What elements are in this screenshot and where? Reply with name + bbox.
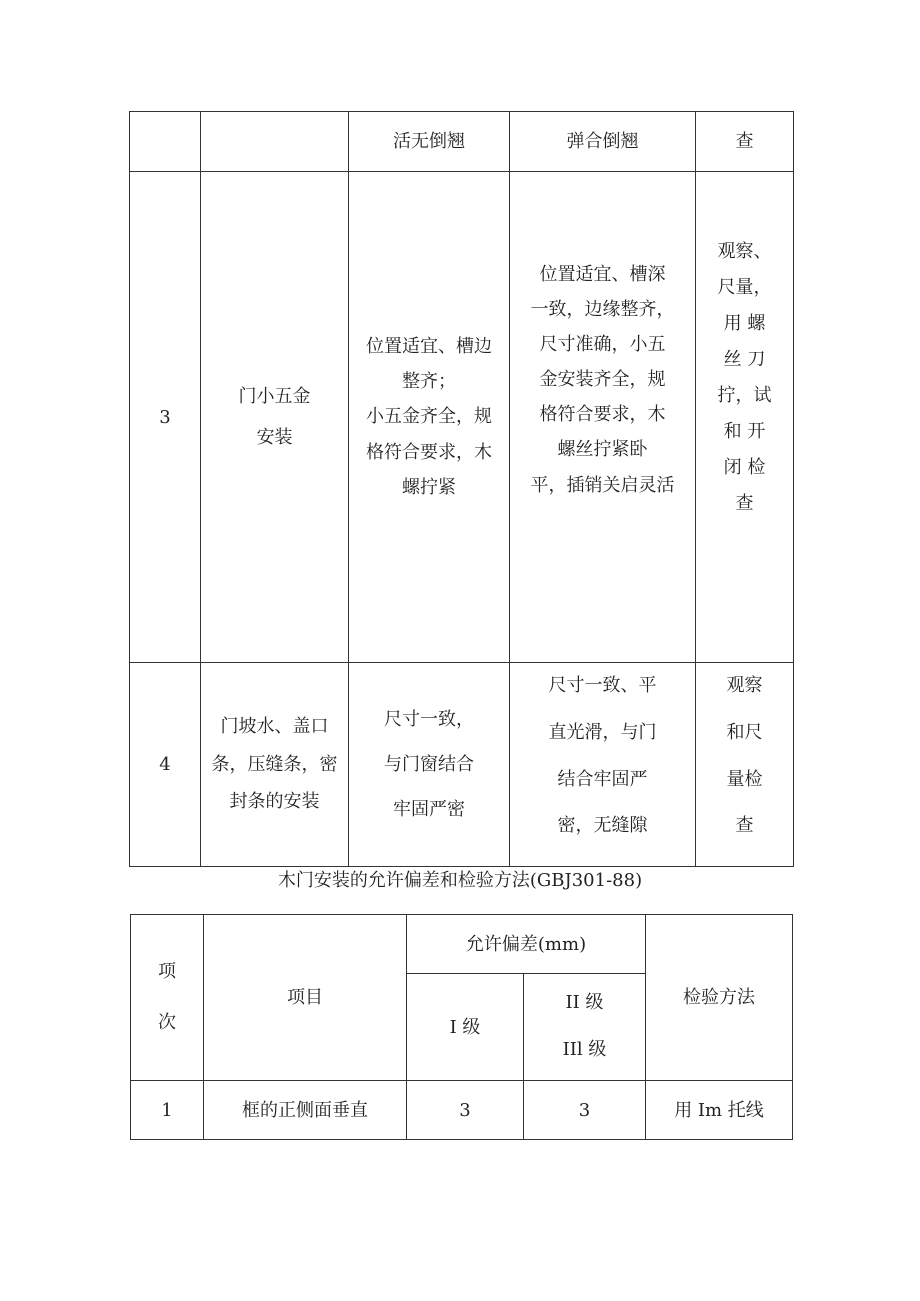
cell-empty [130, 112, 201, 172]
header-grade-2-3: II 级 IIl 级 [524, 974, 646, 1081]
quality-standard-table [129, 111, 794, 867]
row-number: 4 [130, 663, 201, 867]
table-row [130, 663, 794, 867]
inspection-method: 用 Im 托线 [646, 1081, 793, 1140]
header-tolerance: 允许偏差(mm) [407, 915, 646, 974]
inspection-method: 观察 和尺 量检 查 [696, 663, 794, 867]
excellent-requirement: 位置适宜、槽深 一致，边缘整齐， 尺寸准确，小五 金安装齐全，规 格符合要求，木 螺丝拧紧卧 平，插销关启灵活 [510, 172, 696, 663]
qualified-requirement: 位置适宜、槽边 整齐； 小五金齐全，规 格符合要求，木 螺拧紧 [349, 172, 510, 663]
table-caption: 木门安装的允许偏差和检验方法(GBJ301-88) [277, 870, 643, 891]
qualified-requirement: 尺寸一致， 与门窗结合 牢固严密 [349, 663, 510, 867]
row-number: 1 [131, 1081, 204, 1140]
header-number: 项 次 [131, 915, 204, 1081]
cell-header-req-end: 活无倒翘 [349, 112, 510, 172]
grade-1-value: 3 [407, 1081, 524, 1140]
item-name: 门坡水、盖口 条，压缝条，密 封条的安装 [201, 663, 349, 867]
cell-header-method-end: 查 [696, 112, 794, 172]
header-grade-1: I 级 [407, 974, 524, 1081]
header-method: 检验方法 [646, 915, 793, 1081]
header-item: 项目 [204, 915, 407, 1081]
grade-2-3-value: 3 [524, 1081, 646, 1140]
tolerance-table [130, 914, 793, 1140]
table-row [130, 172, 794, 663]
item-name: 框的正侧面垂直 [204, 1081, 407, 1140]
cell-header-std-end: 弹合倒翘 [510, 112, 696, 172]
inspection-method: 观察、 尺量， 用 螺 丝 刀 拧，试 和 开 闭 检 查 [696, 172, 794, 663]
item-name: 门小五金 安装 [201, 172, 349, 663]
row-number: 3 [130, 172, 201, 663]
table-row [131, 915, 793, 974]
excellent-requirement: 尺寸一致、平 直光滑，与门 结合牢固严 密，无缝隙 [510, 663, 696, 867]
cell-empty [201, 112, 349, 172]
table-row [130, 112, 794, 172]
table-row [131, 1081, 793, 1140]
